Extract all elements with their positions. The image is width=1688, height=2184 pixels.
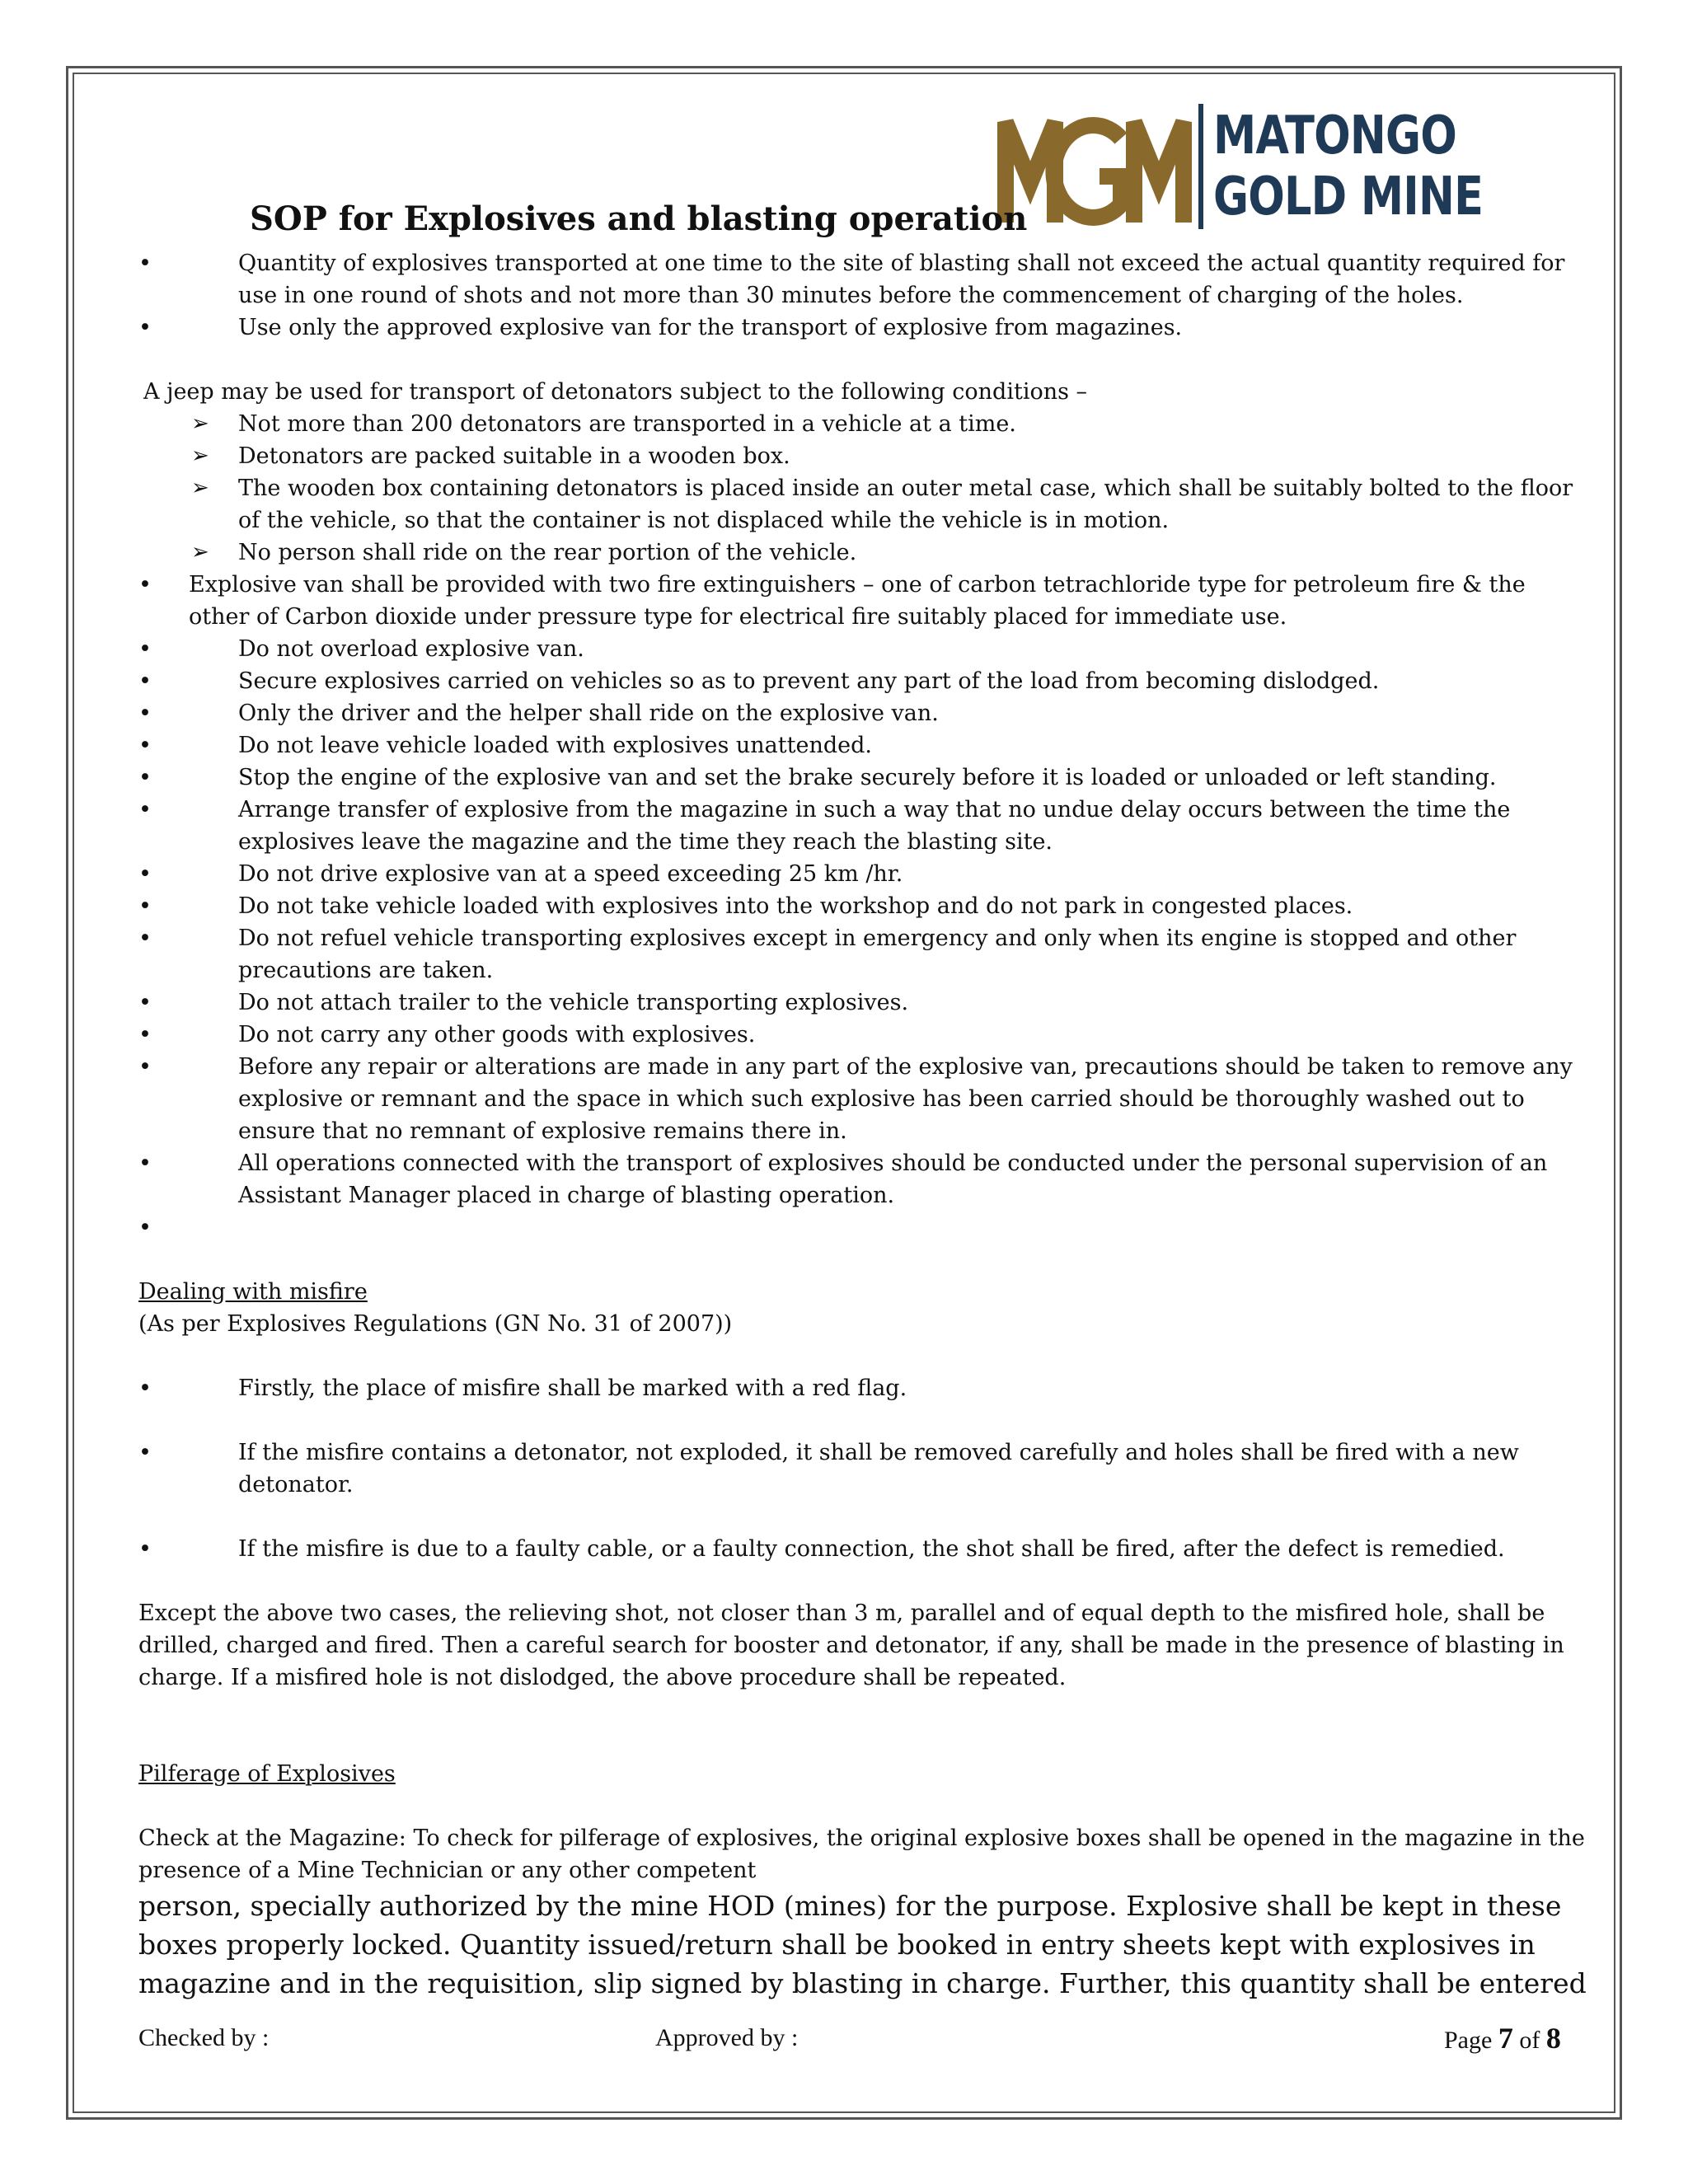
- list-item-continuation: [0, 954, 1688, 987]
- bullet-marker: ➢: [191, 443, 209, 468]
- logo-wordmark: [1213, 105, 1483, 227]
- list-item-continuation: [0, 279, 1688, 312]
- pilferage-paragraph: [0, 1822, 1688, 1886]
- list-item-text: Firstly, the place of misfire shall be marked with a red flag.: [238, 1376, 907, 1401]
- list-item-text: explosive or remnant and the space in which such explosive has been carried should be thoroughly washed out to: [238, 1086, 1525, 1112]
- bullet-marker: •: [138, 765, 152, 790]
- paragraph-line: person, specially authorized by the mine HOD (mines) for the purpose. Explosive shall be kept in these: [138, 1890, 1562, 1922]
- list-item: [0, 890, 1688, 922]
- list-item-text: Detonators are packed suitable in a wooden box.: [238, 443, 790, 469]
- list-item-text: explosives leave the magazine and the time they reach the blasting site.: [238, 829, 1053, 855]
- list-item-text: Do not drive explosive van at a speed exceeding 25 km /hr.: [238, 861, 903, 887]
- paragraph-line: Check at the Magazine: To check for pilferage of explosives, the original explosive boxes shall be opened in the magazine in the: [138, 1825, 1585, 1851]
- list-item-text: Do not refuel vehicle transporting explosives except in emergency and only when its engine is stopped and other: [238, 926, 1517, 951]
- document-title: SOP for Explosives and blasting operation: [250, 199, 1028, 238]
- list-item-continuation: [0, 1115, 1688, 1147]
- bullet-marker: •: [138, 701, 152, 726]
- bullet-marker: •: [138, 733, 152, 758]
- list-item: [0, 1436, 1688, 1469]
- list-item-text: Explosive van shall be provided with two fire extinguishers – one of carbon tetrachloride type for petroleum fire & the: [189, 572, 1526, 598]
- page-number: Page 7 of 8: [1444, 2022, 1561, 2055]
- empty-bullet: •: [138, 1215, 152, 1240]
- document-body: [0, 247, 1688, 2003]
- list-item-text: Secure explosives carried on vehicles so as to prevent any part of the load from becoming dislodged.: [238, 668, 1380, 694]
- bullet-marker: ➢: [191, 476, 209, 500]
- bullet-marker: •: [138, 990, 152, 1015]
- list-item: [0, 472, 1688, 504]
- list-item: [0, 1147, 1688, 1179]
- list-item-text: ensure that no remnant of explosive remains there in.: [238, 1118, 847, 1144]
- list-item-text: If the misfire contains a detonator, not exploded, it shall be removed carefully and holes shall be fired with a new: [238, 1440, 1519, 1465]
- list-item: [0, 1051, 1688, 1083]
- list-item-text: Do not overload explosive van.: [238, 636, 584, 662]
- bullet-marker: •: [138, 1151, 152, 1176]
- pilferage-heading: Pilferage of Explosives: [138, 1761, 396, 1787]
- paragraph-line: drilled, charged and fired. Then a careful search for booster and detonator, if any, shall be made in the presence of blasting in: [138, 1633, 1564, 1658]
- list-item-text: of the vehicle, so that the container is not displaced while the vehicle is in motion.: [238, 508, 1170, 533]
- transport-bullets-top: [0, 247, 1688, 344]
- list-item-text: Do not attach trailer to the vehicle transporting explosives.: [238, 990, 909, 1015]
- list-item-continuation: [0, 826, 1688, 858]
- bullet-marker: •: [138, 251, 152, 276]
- paragraph-line: presence of a Mine Technician or any other competent: [138, 1858, 757, 1883]
- list-item: [0, 569, 1688, 601]
- list-item-text: detonator.: [238, 1472, 354, 1497]
- list-item: [0, 922, 1688, 954]
- list-item-text: precautions are taken.: [238, 958, 494, 983]
- list-item: [0, 1533, 1688, 1565]
- transport-bullets-main: [0, 633, 1688, 1212]
- logo-line-2: GOLD MINE: [1213, 166, 1484, 227]
- list-item-text: Do not carry any other goods with explosives.: [238, 1022, 756, 1047]
- list-item: [0, 697, 1688, 729]
- jeep-conditions-intro: A jeep may be used for transport of detonators subject to the following conditions –: [143, 379, 1088, 405]
- bullet-marker: •: [138, 315, 152, 340]
- list-item: [0, 1019, 1688, 1051]
- bullet-marker: ➢: [191, 411, 209, 436]
- checked-by-label: Checked by :: [138, 2024, 270, 2051]
- list-item-text: Quantity of explosives transported at one time to the site of blasting shall not exceed the actual quantity required for: [238, 251, 1565, 276]
- list-item-text: Arrange transfer of explosive from the magazine in such a way that no undue delay occurs between the time the: [238, 797, 1511, 823]
- bullet-marker: •: [138, 572, 152, 598]
- list-item-continuation: [0, 1179, 1688, 1212]
- bullet-marker: ➢: [191, 540, 209, 565]
- list-item: [0, 537, 1688, 569]
- list-item-continuation: [0, 504, 1688, 537]
- list-item: [0, 1372, 1688, 1404]
- list-item-continuation: [0, 1469, 1688, 1501]
- misfire-heading: Dealing with misfire: [138, 1279, 368, 1305]
- list-item-text: Assistant Manager placed in charge of blasting operation.: [238, 1183, 895, 1208]
- list-item-text: Use only the approved explosive van for the transport of explosive from magazines.: [238, 315, 1183, 340]
- list-item: [0, 312, 1688, 344]
- bullet-marker: •: [138, 1376, 152, 1401]
- company-logo: [997, 101, 1484, 232]
- paragraph-line: Except the above two cases, the relieving shot, not closer than 3 m, parallel and of equal depth to the misfired hole, shall be: [138, 1601, 1545, 1626]
- list-item: [0, 665, 1688, 697]
- paragraph-line: boxes properly locked. Quantity issued/return shall be booked in entry sheets kept with explosives in: [138, 1929, 1536, 1961]
- bullet-marker: •: [138, 797, 152, 823]
- list-item: [0, 729, 1688, 762]
- list-item: [0, 247, 1688, 279]
- misfire-paragraph: [0, 1597, 1688, 1694]
- list-item: [0, 794, 1688, 826]
- list-item: [0, 987, 1688, 1019]
- logo-line-1: MATONGO: [1213, 105, 1457, 166]
- logo-divider: [1198, 104, 1203, 229]
- bullet-marker: •: [138, 1440, 152, 1465]
- bullet-marker: •: [138, 1054, 152, 1080]
- list-item-text: All operations connected with the transport of explosives should be conducted under the personal supervision of an: [238, 1151, 1548, 1176]
- list-item-text: Do not leave vehicle loaded with explosives unattended.: [238, 733, 872, 758]
- bullet-marker: •: [138, 636, 152, 662]
- bullet-marker: •: [138, 893, 152, 919]
- list-item-text: The wooden box containing detonators is placed inside an outer metal case, which shall be suitably bolted to the floor: [238, 476, 1573, 501]
- bullet-marker: •: [138, 1536, 152, 1562]
- list-item: [0, 633, 1688, 665]
- list-item: [0, 858, 1688, 890]
- misfire-reference: (As per Explosives Regulations (GN No. 31 of 2007)): [138, 1311, 733, 1337]
- list-item: [0, 440, 1688, 472]
- list-item: [0, 762, 1688, 794]
- list-item-text: If the misfire is due to a faulty cable, or a faulty connection, the shot shall be fired, after the defect is remedied.: [238, 1536, 1505, 1562]
- list-item-continuation: [0, 1083, 1688, 1115]
- bullet-marker: •: [138, 861, 152, 887]
- list-item-text: Stop the engine of the explosive van and set the brake securely before it is loaded or unloaded or left standing.: [238, 765, 1497, 790]
- bullet-marker: •: [138, 1022, 152, 1047]
- list-item-text: Before any repair or alterations are made in any part of the explosive van, precautions should be taken to remove any: [238, 1054, 1573, 1080]
- paragraph-line: charge. If a misfired hole is not dislodged, the above procedure shall be repeated.: [138, 1665, 1067, 1690]
- bullet-marker: •: [138, 926, 152, 951]
- list-item-text: Only the driver and the helper shall ride on the explosive van.: [238, 701, 939, 726]
- list-item-text: No person shall ride on the rear portion of the vehicle.: [238, 540, 857, 565]
- pilferage-paragraph-large: [0, 1886, 1688, 2003]
- bullet-marker: •: [138, 668, 152, 694]
- extinguisher-bullet: [0, 569, 1688, 633]
- paragraph-line: magazine and in the requisition, slip signed by blasting in charge. Further, this quantity shall be entered: [138, 1967, 1587, 1999]
- list-item-text: other of Carbon dioxide under pressure type for electrical fire suitably placed for immediate use.: [189, 604, 1287, 630]
- approved-by-label: Approved by :: [655, 2024, 799, 2051]
- list-item-text: use in one round of shots and not more than 30 minutes before the commencement of charging of the holes.: [238, 283, 1464, 308]
- misfire-bullets: [0, 1372, 1688, 1597]
- list-item-text: Not more than 200 detonators are transported in a vehicle at a time.: [238, 411, 1016, 437]
- jeep-conditions-list: [0, 408, 1688, 569]
- list-item-continuation: [0, 601, 1688, 633]
- list-item: [0, 408, 1688, 440]
- list-item-text: Do not take vehicle loaded with explosives into the workshop and do not park in congested places.: [238, 893, 1353, 919]
